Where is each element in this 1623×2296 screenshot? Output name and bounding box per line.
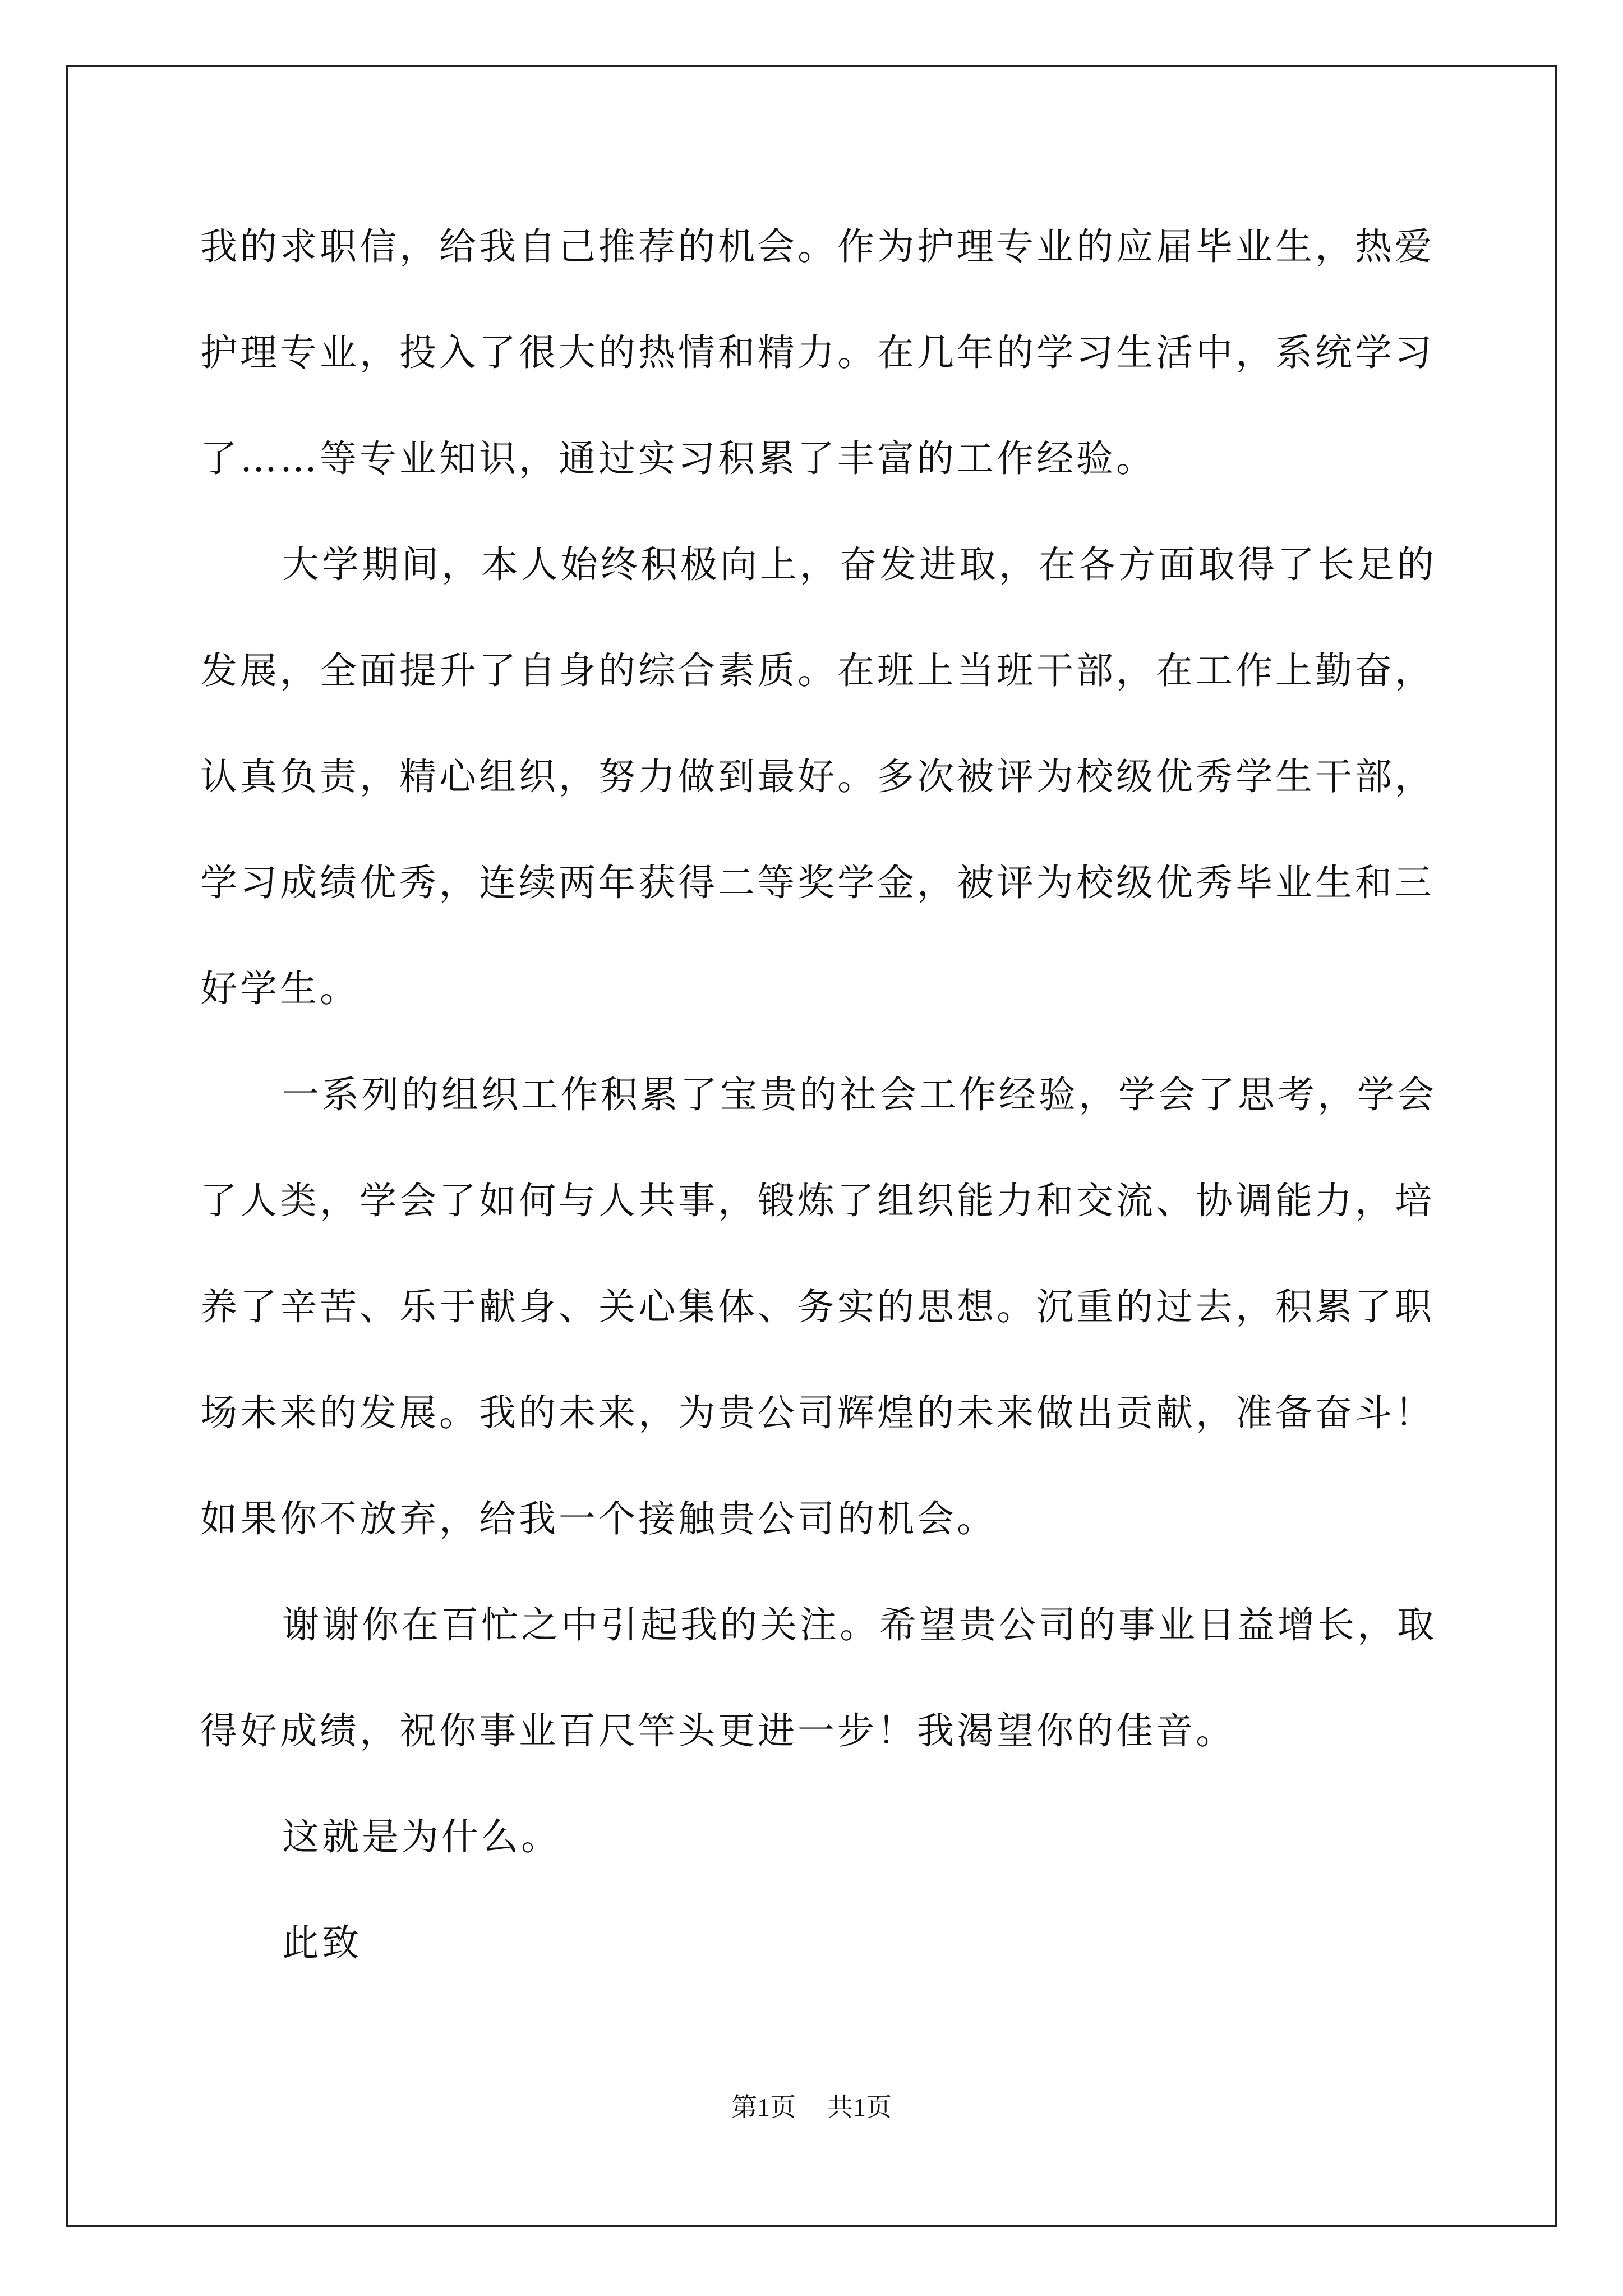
paragraph-experience: 一系列的组织工作积累了宝贵的社会工作经验，学会了思考，学会了人类，学会了如何与人共事，锻炼了组织能力和交流、协调能力，培养了辛苦、乐于献身、关心集体、务实的思想。沉重的过去，积累了职场未来的发展。我的未来，为贵公司辉煌的未来做出贡献，准备奋斗！如果你不放弃，给我一个接触贵公司的机会。 <box>200 1073 1437 1540</box>
paragraph-reason: 这就是为什么。 <box>282 1815 561 1858</box>
paragraph-intro: 我的求职信，给我自己推荐的机会。作为护理专业的应届毕业生，热爱护理专业，投入了很大的热情和精力。在几年的学习生活中，系统学习了……等专业知识，通过实习积累了丰富的工作经验。 <box>200 225 1435 480</box>
paragraph-university: 大学期间，本人始终积极向上，奋发进取，在各方面取得了长足的发展，全面提升了自身的综合素质。在班上当班干部，在工作上勤奋，认真负责，精心组织，努力做到最好。多次被评为校级优秀学生干部，学习成绩优秀，连续两年获得二等奖学金，被评为校级优秀毕业生和三好学生。 <box>200 543 1437 1010</box>
page-number-total: 共1页 <box>827 2093 892 2122</box>
letter-body <box>200 213 1456 1996</box>
paragraph-thanks: 谢谢你在百忙之中引起我的关注。希望贵公司的事业日益增长，取得好成绩，祝你事业百尺竿头更进一步！我渴望你的佳音。 <box>200 1603 1437 1752</box>
page-footer <box>0 2087 1623 2124</box>
paragraph-closing: 此致 <box>282 1921 362 1964</box>
page-number-current: 第1页 <box>731 2093 796 2122</box>
